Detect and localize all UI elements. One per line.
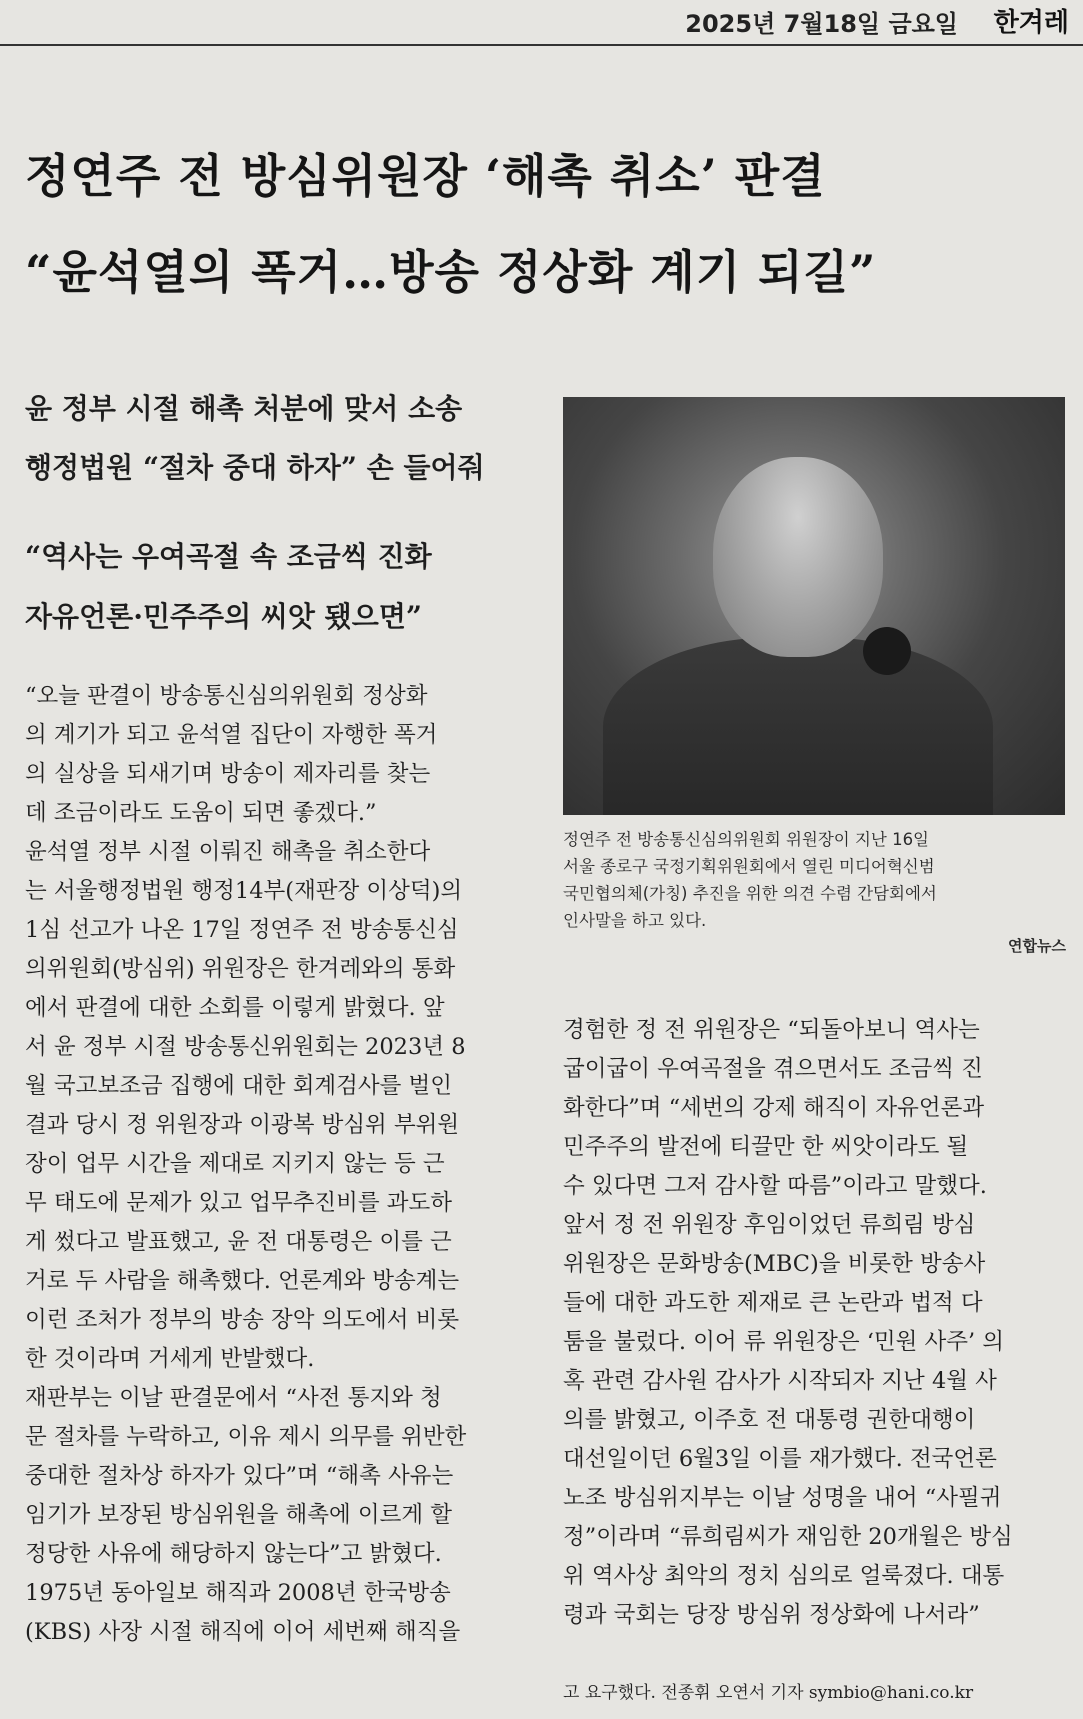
- photo-figure-head: [713, 457, 883, 657]
- body-line: 에서 판결에 대한 소회를 이렇게 밝혔다. 앞: [25, 995, 445, 1021]
- body-line: 의 실상을 되새기며 방송이 제자리를 찾는: [25, 761, 431, 787]
- body-line: 데 조금이라도 도움이 되면 좋겠다.”: [25, 800, 377, 826]
- body-line: (KBS) 사장 시절 해직에 이어 세번째 해직을: [25, 1619, 461, 1645]
- body-line: 문 절차를 누락하고, 이유 제시 의무를 위반한: [25, 1424, 467, 1450]
- body-column-left: [25, 677, 530, 1652]
- subhead-3: “역사는 우여곡절 속 조금씩 진화: [25, 540, 432, 573]
- body-line: 민주주의 발전에 티끌만 한 씨앗이라도 될: [563, 1134, 969, 1160]
- body-line: 거로 두 사람을 해촉했다. 언론계와 방송계는: [25, 1268, 460, 1294]
- microphone-icon: [863, 627, 911, 675]
- caption-line: 국민협의체(가칭) 추진을 위한 의견 수렴 간담회에서: [563, 884, 937, 903]
- headline-line-1: 정연주 전 방심위원장 ‘해촉 취소’ 판결: [25, 149, 826, 203]
- caption-line: 정연주 전 방송통신심의위원회 위원장이 지난 16일: [563, 830, 929, 849]
- body-line: 장이 업무 시간을 제대로 지키지 않는 등 근: [25, 1151, 445, 1177]
- subhead-1: 윤 정부 시절 해촉 처분에 맞서 소송: [25, 392, 463, 425]
- body-line: 경험한 정 전 위원장은 “되돌아보니 역사는: [563, 1017, 980, 1043]
- body-line: 툼을 불렀다. 이어 류 위원장은 ‘민원 사주’ 의: [563, 1329, 1005, 1355]
- photo-figure-body: [603, 637, 993, 815]
- body-line: 앞서 정 전 위원장 후임이었던 류희림 방심: [563, 1212, 976, 1238]
- body-line: 령과 국회는 당장 방심위 정상화에 나서라”: [563, 1602, 980, 1628]
- byline: 고 요구했다. 전종휘 오연서 기자 symbio@hani.co.kr: [563, 1683, 974, 1703]
- body-line: 위 역사상 최악의 정치 심의로 얼룩졌다. 대통: [563, 1563, 1005, 1589]
- body-line: 한 것이라며 거세게 반발했다.: [25, 1346, 315, 1372]
- issue-date: 2025년 7월18일 금요일: [685, 10, 958, 38]
- body-line: 1975년 동아일보 해직과 2008년 한국방송: [25, 1580, 451, 1606]
- body-line: “오늘 판결이 방송통신심의위원회 정상화: [25, 683, 428, 709]
- body-line: 화한다”며 “세번의 강제 해직이 자유언론과: [563, 1095, 985, 1121]
- body-line: 서 윤 정부 시절 방송통신위원회는 2023년 8: [25, 1034, 466, 1060]
- body-line: 대선일이던 6월3일 이를 재가했다. 전국언론: [563, 1446, 997, 1472]
- photo-caption: [563, 826, 1068, 934]
- body-line: 재판부는 이날 판결문에서 “사전 통지와 청: [25, 1385, 442, 1411]
- body-line: 결과 당시 정 위원장과 이광복 방심위 부위원: [25, 1112, 460, 1138]
- photo-credit: 연합뉴스: [1008, 937, 1066, 955]
- body-line: 정당한 사유에 해당하지 않는다”고 밝혔다.: [25, 1541, 442, 1567]
- subhead-4: 자유언론·민주주의 씨앗 됐으면”: [25, 600, 422, 633]
- body-line: 월 국고보조금 집행에 대한 회계검사를 벌인: [25, 1073, 452, 1099]
- body-column-right: [563, 1011, 1068, 1635]
- body-line: 의위원회(방심위) 위원장은 한겨레와의 통화: [25, 956, 456, 982]
- body-line: 들에 대한 과도한 제재로 큰 논란과 법적 다: [563, 1290, 983, 1316]
- newspaper-logo: 한겨레: [993, 8, 1069, 38]
- speaker-photo: [563, 397, 1065, 815]
- page-header: [0, 0, 1083, 46]
- body-line: 중대한 절차상 하자가 있다”며 “해촉 사유는: [25, 1463, 454, 1489]
- body-line: 무 태도에 문제가 있고 업무추진비를 과도하: [25, 1190, 452, 1216]
- caption-line: 서울 종로구 국정기획위원회에서 열린 미디어혁신범: [563, 857, 935, 876]
- body-line: 는 서울행정법원 행정14부(재판장 이상덕)의: [25, 878, 463, 904]
- body-line: 게 썼다고 발표했고, 윤 전 대통령은 이를 근: [25, 1229, 452, 1255]
- body-line: 수 있다면 그저 감사할 따름”이라고 말했다.: [563, 1173, 987, 1199]
- body-line: 이런 조처가 정부의 방송 장악 의도에서 비롯: [25, 1307, 460, 1333]
- body-line: 의를 밝혔고, 이주호 전 대통령 권한대행이: [563, 1407, 976, 1433]
- body-line: 굽이굽이 우여곡절을 겪으면서도 조금씩 진: [563, 1056, 983, 1082]
- headline-line-2: “윤석열의 폭거…방송 정상화 계기 되길”: [25, 245, 877, 299]
- body-line: 노조 방심위지부는 이날 성명을 내어 “사필귀: [563, 1485, 1002, 1511]
- subhead-2: 행정법원 “절차 중대 하자” 손 들어줘: [25, 451, 485, 484]
- body-line: 의 계기가 되고 윤석열 집단이 자행한 폭거: [25, 722, 438, 748]
- body-line: 1심 선고가 나온 17일 정연주 전 방송통신심: [25, 917, 459, 943]
- caption-line: 인사말을 하고 있다.: [563, 911, 707, 930]
- body-line: 위원장은 문화방송(MBC)을 비롯한 방송사: [563, 1251, 986, 1277]
- body-line: 임기가 보장된 방심위원을 해촉에 이르게 할: [25, 1502, 452, 1528]
- body-line: 혹 관련 감사원 감사가 시작되자 지난 4월 사: [563, 1368, 997, 1394]
- body-line: 정”이라며 “류희림씨가 재임한 20개월은 방심: [563, 1524, 1013, 1550]
- body-line: 윤석열 정부 시절 이뤄진 해촉을 취소한다: [25, 839, 431, 865]
